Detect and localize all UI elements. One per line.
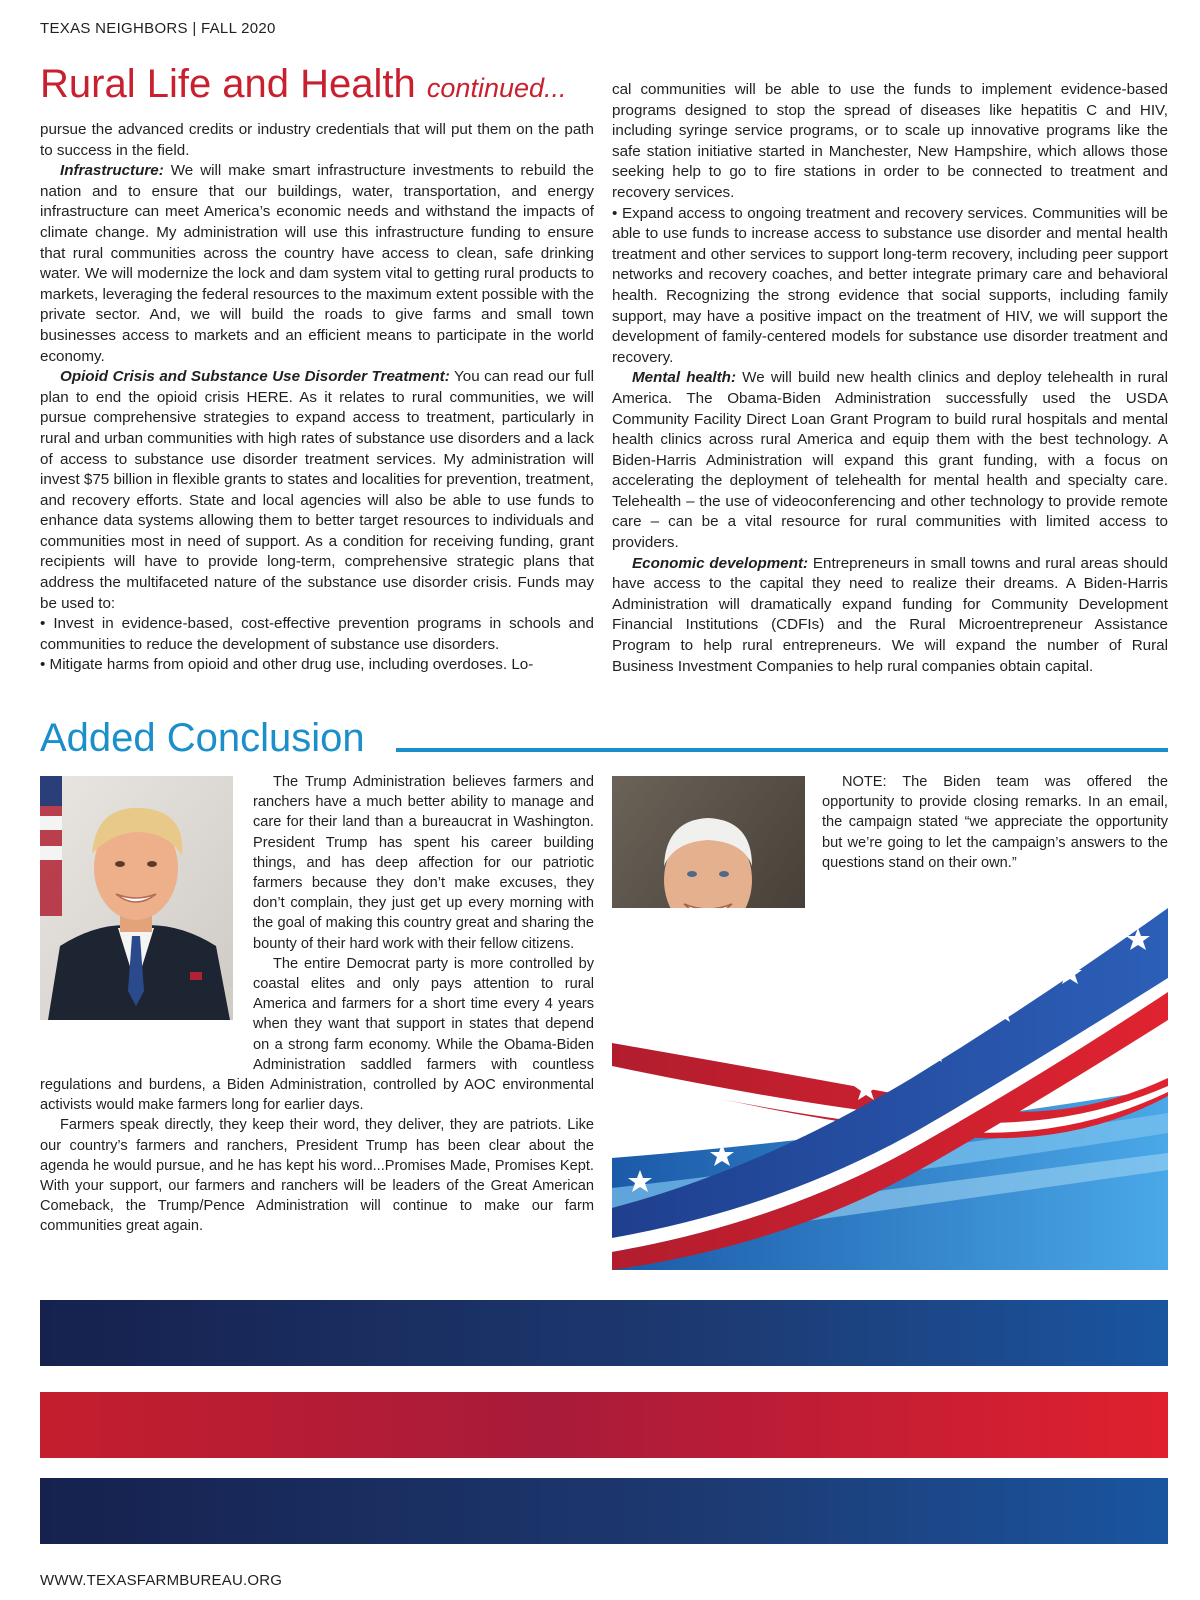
red-stripe (40, 1392, 1168, 1458)
trump-statement (40, 772, 594, 1237)
navy-stripe-top (40, 1300, 1168, 1366)
paragraph: NOTE: The Biden team was offered the opportunity to provide closing remarks. In an email, the campaign stated “we appreciate the opportunity but we’re going to let the campaign’s answers to the questions stand on their own.” (822, 774, 1168, 871)
paragraph-text: You can read our full plan to end the opioid crisis HERE. As it relates to rural communities, we will pursue comprehensive strategies to expand access to treatment, particularly in rural and urban communities with high rates of substance use disorders and a lack of access to substance use disorder treatment services. My administration will invest $75 billion in flexible grants to states and localities for prevention, treatment, and recovery efforts. State and local agencies will also be able to use funds to enhance data systems allowing them to better target resources to individuals and communities most in need of support. As a condition for receiving funding, grant recipients will have to provide long-term, comprehensive strategic plans that address the multifaceted nature of the substance use disorder crisis. Funds may be used to: (40, 368, 594, 612)
paragraph-infrastructure (40, 161, 594, 367)
section-title-rural-life (40, 64, 567, 104)
paragraph: The entire Democrat party is more controlled by coastal elites and only pays attention to rural America and farmers for a short time every 4 years when they want that support in states that depend on a strong farm economy. While the Obama-Biden Administration saddled farmers with countless regulations and burdens, a Biden Administration, controlled by AOC environmental activists would make farmers long for earlier days. (40, 955, 594, 1114)
photo-wrap-spacer (40, 772, 253, 1058)
paragraph-opioid (40, 367, 594, 614)
section-title-added-conclusion: Added Conclusion (40, 716, 365, 760)
paragraph-text: We will build new health clinics and deploy telehealth in rural America. The Obama-Biden Administration successfully used the USDA Community Facility Direct Loan Grant Program to build rural hospitals and mental health clinics across rural America and equip them with the best technology. A Biden-Harris Administration will expand this grant funding, with a focus on accelerating the deployment of telehealth for mental health and specialty care. Telehealth – the use of videoconferencing and other technology to provide remote care – can be a vital resource for rural communities with limited access to providers. (612, 369, 1168, 552)
paragraph-text: Entrepreneurs in small towns and rural areas should have access to the capital they need to realize their dreams. A Biden-Harris Administration will dramatically expand funding for Community Development Financial Institutions (CDFIs) and the Rural Microentrepreneur Assistance Program to help rural entrepreneurs. We will expand the number of Rural Business Investment Companies to help rural companies obtain capital. (612, 554, 1168, 675)
paragraph-economic (612, 554, 1168, 678)
flag-swoosh-graphic (612, 908, 1168, 1270)
run-in-heading: Opioid Crisis and Substance Use Disorder Treatment: (60, 368, 450, 386)
paragraph-text: We will make smart infrastructure investments to rebuild the nation and to ensure that our buildings, water, transportation, and energy infrastructure can meet America’s economic needs and withstand the impacts of climate change. My administration will use this infrastructure funding to ensure that rural communities across the country have access to clean, safe drinking water. We will modernize the lock and dam system vital to getting rural products to markets, leveraging the federal resources to the maximum extent possible with the private sector. And, we will build the roads to give farms and small town businesses access to markets and an efficient means to participate in the world economy. (40, 162, 594, 365)
article-right-column (612, 80, 1168, 677)
paragraph: cal communities will be able to use the funds to implement evidence-based programs designed to stop the spread of diseases like hepatitis C and HIV, including syringe service programs, or to scale up innovative programs like the safe station initiative started in Manchester, New Hampshire, which allows those seeking help to go to fire stations in order to be connected to treatment and recovery services. (612, 81, 1168, 201)
page-footer-url: WWW.TEXASFARMBUREAU.ORG (40, 1572, 283, 1589)
paragraph: Farmers speak directly, they keep their word, they deliver, they are patriots. Like our country’s farmers and ranchers, President Trump has been clear about the agenda he would pursue, and he has kept his word...Promises Made, Promises Kept. With your support, our farmers and ranchers will be leaders of the Great American Comeback, the Trump/Pence Administration will continue to make our farm communities great again. (40, 1117, 594, 1235)
paragraph-mental-health (612, 368, 1168, 553)
section-rule (396, 748, 1168, 752)
bullet-item: • Invest in evidence-based, cost-effective prevention programs in schools and communities to reduce the development of substance use disorders. (40, 615, 594, 653)
navy-stripe-bottom (40, 1478, 1168, 1544)
page-header: TEXAS NEIGHBORS | FALL 2020 (40, 20, 276, 37)
run-in-heading: Mental health: (632, 369, 737, 387)
run-in-heading: Economic development: (632, 554, 809, 572)
article-left-column (40, 120, 594, 676)
bullet-item: • Mitigate harms from opioid and other drug use, including overdoses. Lo- (40, 656, 534, 674)
biden-note (822, 772, 1168, 873)
paragraph: The Trump Administration believes farmers and ranchers have a much better ability to manage and care for their land than a bureaucrat in Washington. President Trump has spent his career building things, and has deep affection for our patriotic farmers because they don’t make excuses, they don’t complain, they just get up every morning with the goal of making this country great and sharing the bounty of their hard work with their fellow citizens. (253, 774, 594, 952)
section-title-main: Rural Life and Health (40, 62, 416, 106)
section-title-continued: continued... (426, 73, 567, 103)
paragraph: pursue the advanced credits or industry credentials that will put them on the path to success in the field. (40, 121, 594, 159)
bullet-item: • Expand access to ongoing treatment and recovery services. Communities will be able to use funds to increase access to substance use disorder and mental health treatment and other services to support long-term recovery, including peer support networks and recovery coaches, and better integrate primary care and behavioral health. Recognizing the strong evidence that social supports, including family support, may have a positive impact on the treatment of HIV, we will support the development of family-centered models for substance use disorder treatment and recovery. (612, 204, 1168, 366)
run-in-heading: Infrastructure: (60, 162, 164, 180)
